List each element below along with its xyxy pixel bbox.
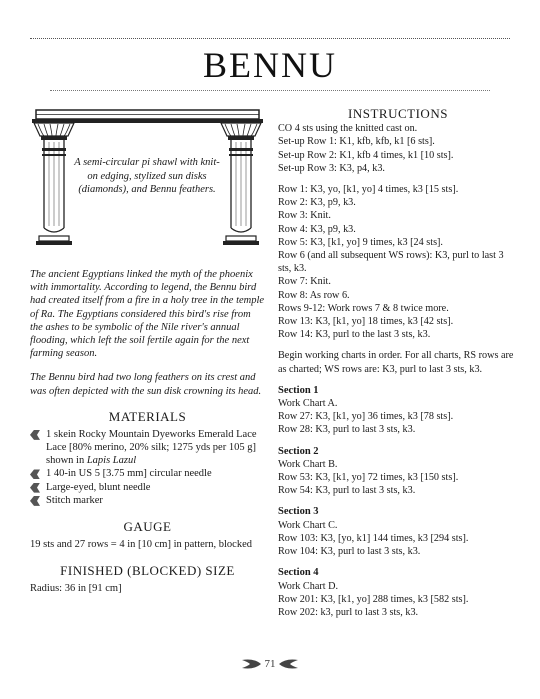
page-number: 71 bbox=[264, 658, 276, 670]
page-footer bbox=[0, 658, 540, 670]
list-item bbox=[30, 481, 265, 494]
arrow-bullet-icon bbox=[30, 469, 40, 479]
section-heading: Section 4 bbox=[278, 567, 319, 579]
row-line: Row 5: K3, [k1, yo] 9 times, k3 [24 sts]. bbox=[278, 236, 443, 248]
materials-list bbox=[30, 428, 265, 507]
top-rule bbox=[30, 38, 510, 39]
section-heading: Section 1 bbox=[278, 384, 319, 396]
yarn-color: Lapis Lazul bbox=[86, 455, 137, 467]
finished-size-heading: FINISHED (BLOCKED) SIZE bbox=[60, 563, 235, 579]
row-line: Row 6 (and all subsequent WS rows): K3, purl to last 3 sts, k3. bbox=[278, 250, 504, 275]
section-line: Row 103: K3, [yo, k1] 144 times, k3 [294 sts]. bbox=[278, 532, 469, 544]
materials-heading: MATERIALS bbox=[108, 408, 187, 424]
section-line: Work Chart B. bbox=[278, 458, 338, 470]
section-line: Row 28: K3, purl to last 3 sts, k3. bbox=[278, 424, 416, 436]
row-line: Row 2: K3, p9, k3. bbox=[278, 197, 356, 209]
intro-paragraph: The ancient Egyptians linked the myth of the phoenix with immortality. According to legend, the Bennu bird had created itself from a fire in a holy tree in the temple of Ra. The Egyptians considered this bird's rise from the ashes to be symbolic of the Nile river's annual flooding, which left the soil fertile again for the next farming season. bbox=[30, 269, 265, 360]
gauge-heading: GAUGE bbox=[123, 519, 172, 535]
setup-line: CO 4 sts using the knitted cast on. bbox=[278, 123, 418, 135]
setup-line: Set-up Row 2: K1, kfb 4 times, k1 [10 sts]. bbox=[278, 149, 454, 161]
list-item bbox=[30, 428, 265, 468]
list-item bbox=[30, 467, 265, 480]
row-line: Row 8: As row 6. bbox=[278, 289, 350, 301]
section-line: Work Chart D. bbox=[278, 580, 339, 592]
section-heading: Section 3 bbox=[278, 506, 319, 518]
setup-line: Set-up Row 3: K3, p4, k3. bbox=[278, 162, 385, 174]
row-line: Row 13: K3, [k1, yo] 18 times, k3 [42 sts]. bbox=[278, 316, 454, 328]
instructions-column bbox=[278, 107, 518, 619]
yarn-description: 1 skein Rocky Mountain Dyeworks Emerald Lace Lace [80% merino, 20% silk; 1275 yds per 105 g] shown in bbox=[46, 428, 257, 467]
row-line: Row 4: K3, p9, k3. bbox=[278, 223, 356, 235]
illustration-caption: A semi-circular pi shawl with knit-on edging, stylized sun disks (diamonds), and Bennu feathers. bbox=[74, 157, 220, 195]
wing-ornament-icon bbox=[240, 658, 262, 670]
arrow-bullet-icon bbox=[30, 496, 40, 506]
left-column bbox=[30, 108, 265, 595]
charts-note: Begin working charts in order. For all charts, RS rows are as charted; WS rows are: K3, purl to last 3 sts, k3. bbox=[278, 350, 514, 375]
row-line: Row 7: Knit. bbox=[278, 276, 331, 288]
section-line: Row 27: K3, [k1, yo] 36 times, k3 [78 sts]. bbox=[278, 411, 454, 423]
page-title: BENNU bbox=[203, 45, 337, 85]
section-line: Row 53: K3, [k1, yo] 72 times, k3 [150 sts]. bbox=[278, 472, 459, 484]
list-item bbox=[30, 494, 265, 507]
section-line: Work Chart A. bbox=[278, 398, 338, 410]
gauge-text: 19 sts and 27 rows = 4 in [10 cm] in pattern, blocked bbox=[30, 539, 253, 551]
material-item: Large-eyed, blunt needle bbox=[46, 481, 151, 493]
section-line: Work Chart C. bbox=[278, 519, 338, 531]
section-line: Row 201: K3, [k1, yo] 288 times, k3 [582 sts]. bbox=[278, 593, 469, 605]
arrow-bullet-icon bbox=[30, 430, 40, 440]
section-line: Row 202: k3, purl to last 3 sts, k3. bbox=[278, 606, 419, 618]
title-rule bbox=[50, 90, 490, 91]
setup-line: Set-up Row 1: K1, kfb, kfb, k1 [6 sts]. bbox=[278, 136, 435, 148]
material-item: 1 40-in US 5 [3.75 mm] circular needle bbox=[46, 468, 212, 480]
finished-size-text: Radius: 36 in [91 cm] bbox=[30, 583, 122, 595]
intro-text bbox=[30, 268, 265, 398]
section-heading: Section 2 bbox=[278, 445, 319, 457]
arrow-bullet-icon bbox=[30, 483, 40, 493]
intro-paragraph: The Bennu bird had two long feathers on its crest and was often depicted with the sun disk crowning its head. bbox=[30, 372, 262, 397]
material-item: Stitch marker bbox=[46, 494, 103, 506]
row-line: Rows 9-12: Work rows 7 & 8 twice more. bbox=[278, 302, 449, 314]
row-line: Row 14: K3, purl to the last 3 sts, k3. bbox=[278, 329, 431, 341]
row-line: Row 3: Knit. bbox=[278, 210, 331, 222]
section-line: Row 104: K3, purl to last 3 sts, k3. bbox=[278, 546, 421, 558]
section-line: Row 54: K3, purl to last 3 sts, k3. bbox=[278, 485, 416, 497]
row-line: Row 1: K3, yo, [k1, yo] 4 times, k3 [15 sts]. bbox=[278, 184, 459, 196]
wing-ornament-icon bbox=[278, 658, 300, 670]
egyptian-frame-illustration bbox=[30, 108, 265, 258]
instructions-heading: INSTRUCTIONS bbox=[348, 106, 448, 121]
